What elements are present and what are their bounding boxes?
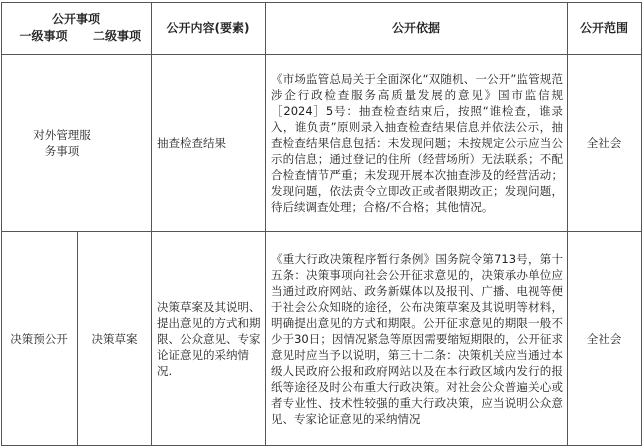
row1-scope: 全社会 (586, 136, 622, 150)
row2-basis: 《重大行政决策程序暂行条例》国务院令第713号，第十五条：决策事项向社会公开征求意见的，决策承办单位应当通过政府网站、政务新媒体以及报刊、广播、电视等便于社会公众知晓的途径，公布决策草案及其说明等材料，明确提出意见的方式和期限。公开征求意见的期限一般不少于30日；因情况紧急等原因需要缩短期限的，公开征求意见时应当予以说明，第三十二条：决策机关应当通过本级人民政府公报和政府网站以及在本行政区域内发行的报纸等途径及时公布重大行政决策。对社会公众普遍关心或者专业性、技术性较强的重大行政决策，应当说明公众意见、专家论证意见的采纳情况 (271, 251, 563, 426)
row2-level1: 决策预公开 (10, 331, 68, 346)
row1-basis: 《市场监管总局关于全面深化“双随机、一公开”监管规范涉企行政检查服务高质量发展的意见》国市监信规［2024］5号：抽查检查结束后，按照“谁检查，谁录入，谁负责”原则录入抽查检查结果信息并依法公示，抽查检查结果信息包括：未发现问题；未按规定公示应当公示的信息；通过登记的住所（经营场所）无法联系；不配合检查情节严重；未发现开展本次抽查涉及的经营活动；发现问题，依法责令立即改正或者限期改正；发现问题，待后续调查处理；合格/不合格；其他情况。 (271, 72, 563, 214)
header-level1: 一级事项 (19, 29, 68, 43)
header-content: 公开内容(要素) (166, 21, 250, 35)
table-border-bottom (1, 445, 642, 446)
row2-level2: 决策草案 (91, 331, 138, 346)
col-divider-2 (265, 2, 266, 446)
row2-scope: 全社会 (586, 331, 622, 346)
row1-level1-text: 对外管理服务事项 (33, 128, 91, 158)
header-basis: 公开依据 (391, 21, 440, 35)
row1-level1 (7, 55, 147, 231)
header-group: 公开事项 (51, 12, 100, 26)
header-scope: 公开范围 (579, 21, 628, 35)
col-divider-1 (151, 2, 152, 446)
table-border-right (641, 2, 642, 446)
row2-content: 决策草案及其说明、提出意见的方式和期限、公众意见、专家论证意见的采纳情况. (157, 299, 261, 378)
header-level2: 二级事项 (92, 29, 141, 43)
disclosure-table (1, 2, 642, 446)
row1-content: 抽查检查结果 (157, 136, 226, 150)
